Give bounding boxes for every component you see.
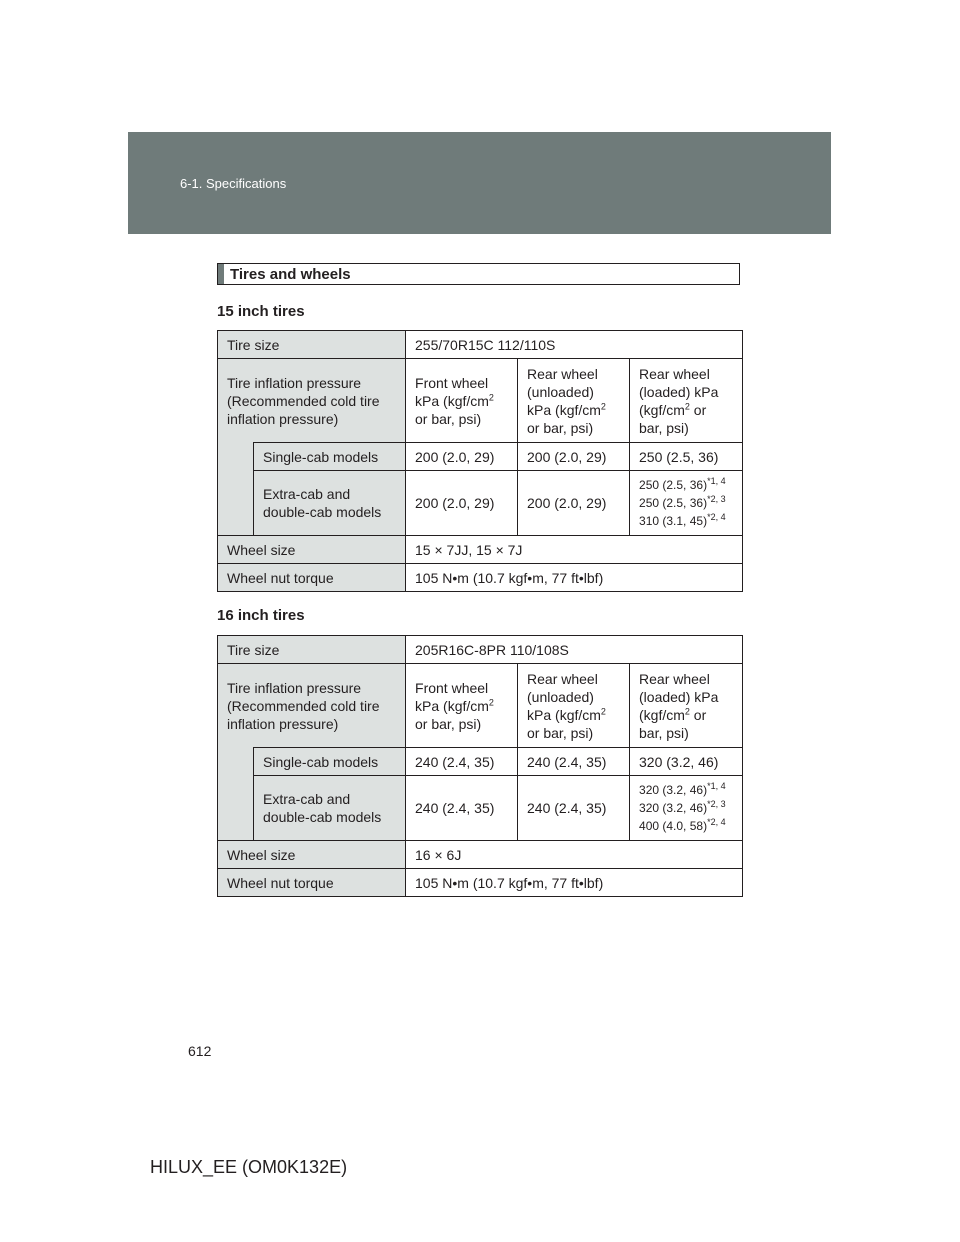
single-cab-rear-unloaded: 200 (2.0, 29) <box>518 443 630 471</box>
single-cab-front: 240 (2.4, 35) <box>406 748 518 776</box>
extra-cab-rear-loaded: 320 (3.2, 46)$^{*1, 4}$ 320 (3.2, 46)$^{*2, 3}$ 400 (4.0, 58)$^{*2, 4}$ <box>630 776 743 841</box>
tire-size-value: 205R16C-8PR 110/108S <box>406 636 743 664</box>
front-wheel-header: Front wheel kPa ($kgf/cm^2$ or bar, psi) <box>406 359 518 443</box>
pressure-label: Tire inflation pressure (Recommended cold tire inflation pressure) <box>218 664 406 748</box>
table-heading-15: 15 inch tires <box>217 303 305 320</box>
indent-cell <box>218 748 254 776</box>
wheel-size-label: Wheel size <box>218 841 406 869</box>
extra-cab-front: 200 (2.0, 29) <box>406 471 518 536</box>
front-wheel-header: Front wheel kPa ($kgf/cm^2$ or bar, psi) <box>406 664 518 748</box>
torque-value: 105 N•m (10.7 kgf•m, 77 ft•lbf) <box>406 869 743 897</box>
section-title: Tires and wheels <box>230 266 351 283</box>
extra-cab-rear-unloaded: 200 (2.0, 29) <box>518 471 630 536</box>
single-cab-rear-loaded: 320 (3.2, 46) <box>630 748 743 776</box>
extra-cab-label: Extra-cab and double-cab models <box>254 776 406 841</box>
table-heading-16: 16 inch tires <box>217 607 305 624</box>
single-cab-rear-loaded: 250 (2.5, 36) <box>630 443 743 471</box>
spec-table-16 <box>217 635 743 897</box>
indent-cell <box>218 443 254 471</box>
rear-unloaded-header: Rear wheel (unloaded) kPa ($kgf/cm^2$ or bar, psi) <box>518 664 630 748</box>
extra-cab-front: 240 (2.4, 35) <box>406 776 518 841</box>
rear-loaded-header: Rear wheel (loaded) kPa ($kgf/cm^2$ or bar, psi) <box>630 664 743 748</box>
single-cab-label: Single-cab models <box>254 748 406 776</box>
header-band <box>128 132 831 234</box>
extra-cab-rear-unloaded: 240 (2.4, 35) <box>518 776 630 841</box>
single-cab-label: Single-cab models <box>254 443 406 471</box>
wheel-size-value: 16 × 6J <box>406 841 743 869</box>
title-marker <box>218 264 224 284</box>
extra-cab-rear-loaded: 250 (2.5, 36)$^{*1, 4}$ 250 (2.5, 36)$^{*2, 3}$ 310 (3.1, 45)$^{*2, 4}$ <box>630 471 743 536</box>
indent-cell <box>218 776 254 841</box>
indent-cell <box>218 471 254 536</box>
wheel-size-label: Wheel size <box>218 536 406 564</box>
spec-table-15 <box>217 330 743 592</box>
section-title-bar <box>217 263 740 285</box>
pressure-label: Tire inflation pressure (Recommended cold tire inflation pressure) <box>218 359 406 443</box>
page-number: 612 <box>188 1043 212 1059</box>
tire-size-label: Tire size <box>218 636 406 664</box>
footer-doc-id: HILUX_EE (OM0K132E) <box>150 1157 348 1177</box>
torque-label: Wheel nut torque <box>218 869 406 897</box>
section-label: 6-1. Specifications <box>180 176 287 191</box>
tire-size-label: Tire size <box>218 331 406 359</box>
rear-unloaded-header: Rear wheel (unloaded) kPa ($kgf/cm^2$ or bar, psi) <box>518 359 630 443</box>
torque-value: 105 N•m (10.7 kgf•m, 77 ft•lbf) <box>406 564 743 592</box>
extra-cab-label: Extra-cab and double-cab models <box>254 471 406 536</box>
single-cab-rear-unloaded: 240 (2.4, 35) <box>518 748 630 776</box>
torque-label: Wheel nut torque <box>218 564 406 592</box>
rear-loaded-header: Rear wheel (loaded) kPa ($kgf/cm^2$ or bar, psi) <box>630 359 743 443</box>
wheel-size-value: 15 × 7JJ, 15 × 7J <box>406 536 743 564</box>
tire-size-value: 255/70R15C 112/110S <box>406 331 743 359</box>
single-cab-front: 200 (2.0, 29) <box>406 443 518 471</box>
